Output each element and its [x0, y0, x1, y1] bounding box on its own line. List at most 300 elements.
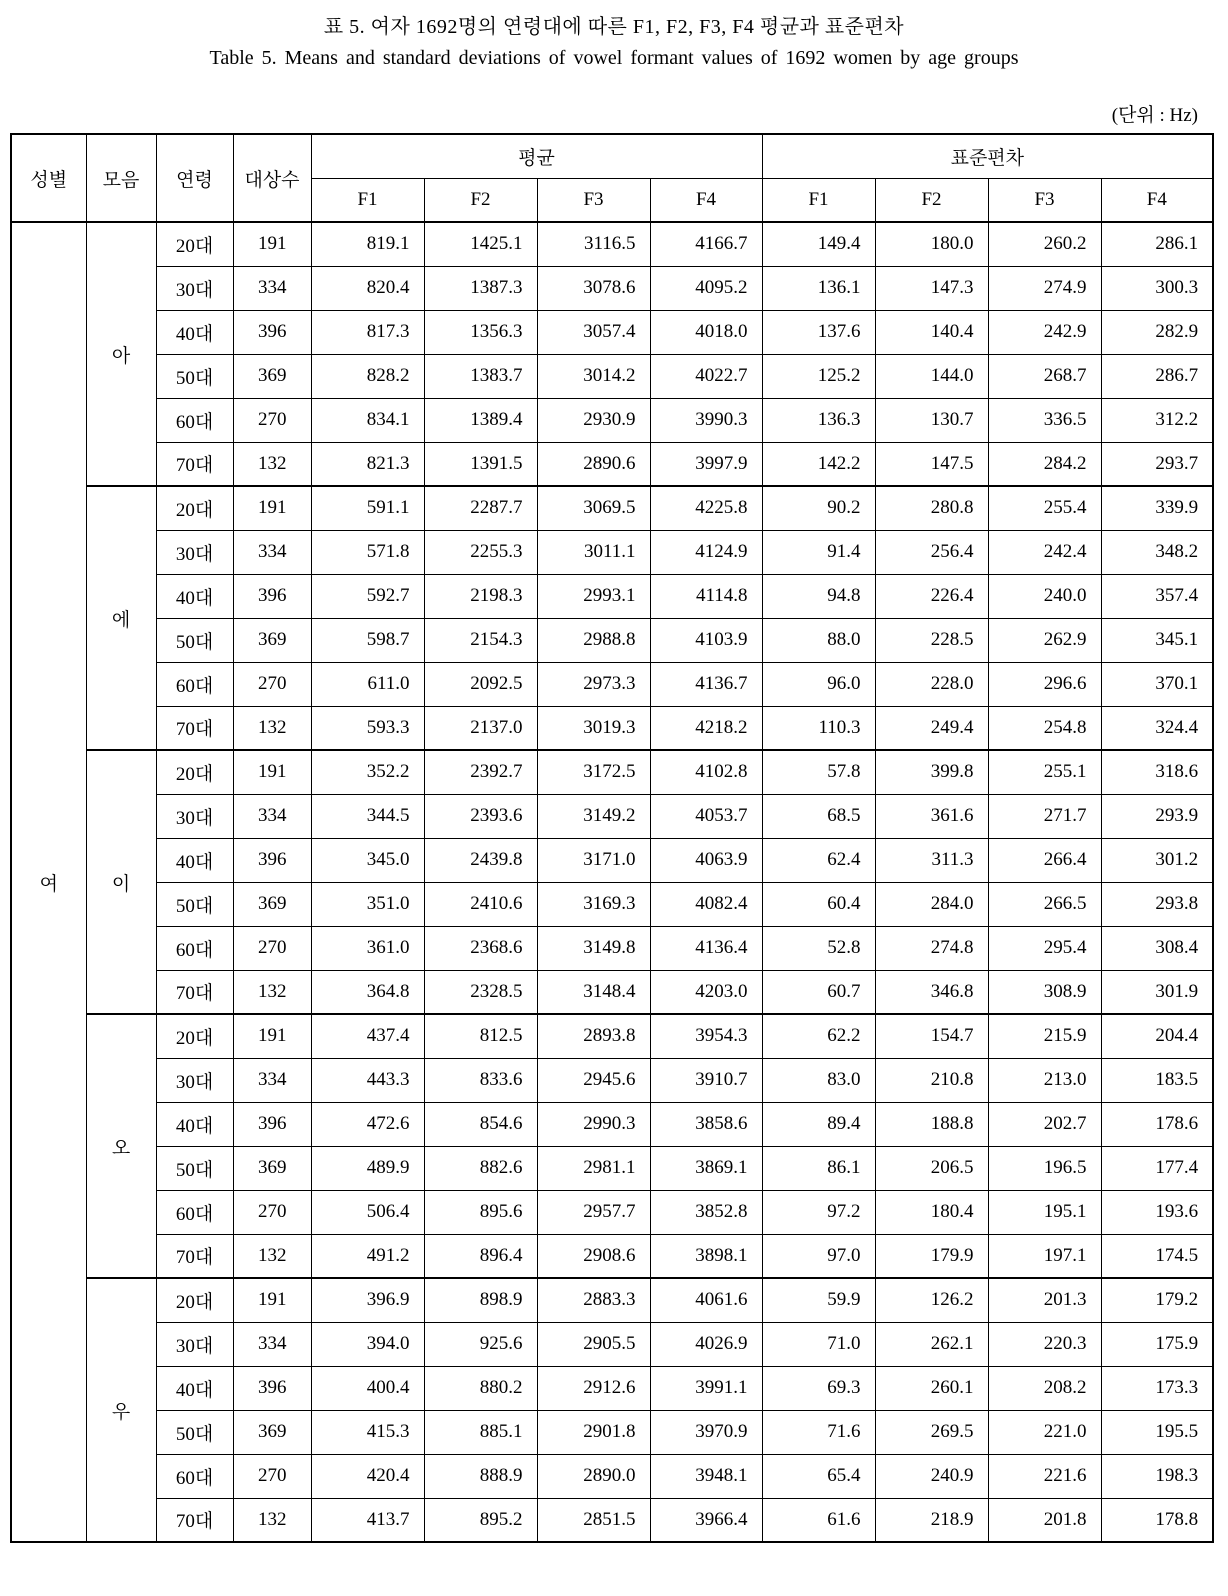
- mean-value-cell: 4225.8: [650, 486, 762, 530]
- sd-f3-header: F3: [988, 178, 1101, 222]
- sd-value-cell: 149.4: [762, 222, 875, 266]
- sd-value-cell: 357.4: [1101, 574, 1213, 618]
- count-cell: 334: [233, 530, 311, 574]
- mean-value-cell: 598.7: [311, 618, 424, 662]
- sd-value-cell: 142.2: [762, 442, 875, 486]
- age-cell: 70대: [156, 1234, 233, 1278]
- sd-value-cell: 175.9: [1101, 1322, 1213, 1366]
- mean-value-cell: 3011.1: [537, 530, 650, 574]
- sd-value-cell: 173.3: [1101, 1366, 1213, 1410]
- sd-value-cell: 188.8: [875, 1102, 988, 1146]
- mean-value-cell: 4136.4: [650, 926, 762, 970]
- caption-english: Table 5. Means and standard deviations of vowel formant values of 1692 women by age groups: [209, 47, 1019, 69]
- sd-value-cell: 178.6: [1101, 1102, 1213, 1146]
- age-cell: 40대: [156, 574, 233, 618]
- sd-value-cell: 88.0: [762, 618, 875, 662]
- sd-value-cell: 336.5: [988, 398, 1101, 442]
- mean-value-cell: 437.4: [311, 1014, 424, 1058]
- age-cell: 40대: [156, 1102, 233, 1146]
- unit-note: (단위 : Hz): [1111, 105, 1198, 126]
- mean-value-cell: 3057.4: [537, 310, 650, 354]
- sd-value-cell: 221.0: [988, 1410, 1101, 1454]
- count-cell: 132: [233, 1234, 311, 1278]
- count-cell: 334: [233, 1058, 311, 1102]
- table-row: [11, 530, 1213, 574]
- table-row: [11, 1058, 1213, 1102]
- age-cell: 20대: [156, 486, 233, 530]
- sd-value-cell: 178.8: [1101, 1498, 1213, 1542]
- count-cell: 334: [233, 794, 311, 838]
- mean-value-cell: 925.6: [424, 1322, 537, 1366]
- sd-value-cell: 271.7: [988, 794, 1101, 838]
- mean-value-cell: 3169.3: [537, 882, 650, 926]
- sd-value-cell: 110.3: [762, 706, 875, 750]
- mean-value-cell: 895.6: [424, 1190, 537, 1234]
- age-cell: 40대: [156, 838, 233, 882]
- sd-value-cell: 240.0: [988, 574, 1101, 618]
- mean-f4-header: F4: [650, 178, 762, 222]
- sd-value-cell: 308.9: [988, 970, 1101, 1014]
- sd-value-cell: 62.2: [762, 1014, 875, 1058]
- age-cell: 60대: [156, 662, 233, 706]
- sd-value-cell: 52.8: [762, 926, 875, 970]
- mean-value-cell: 885.1: [424, 1410, 537, 1454]
- mean-value-cell: 3966.4: [650, 1498, 762, 1542]
- mean-value-cell: 2988.8: [537, 618, 650, 662]
- sd-value-cell: 195.1: [988, 1190, 1101, 1234]
- sd-value-cell: 262.1: [875, 1322, 988, 1366]
- age-header: 연령: [156, 134, 233, 222]
- age-cell: 30대: [156, 530, 233, 574]
- mean-value-cell: 898.9: [424, 1278, 537, 1322]
- gender-cell: 여: [11, 222, 86, 1542]
- age-cell: 70대: [156, 706, 233, 750]
- count-cell: 191: [233, 1014, 311, 1058]
- sd-value-cell: 96.0: [762, 662, 875, 706]
- sd-value-cell: 179.2: [1101, 1278, 1213, 1322]
- mean-value-cell: 345.0: [311, 838, 424, 882]
- mean-value-cell: 896.4: [424, 1234, 537, 1278]
- count-cell: 396: [233, 1366, 311, 1410]
- mean-value-cell: 472.6: [311, 1102, 424, 1146]
- mean-value-cell: 351.0: [311, 882, 424, 926]
- age-cell: 50대: [156, 354, 233, 398]
- age-cell: 20대: [156, 222, 233, 266]
- mean-value-cell: 361.0: [311, 926, 424, 970]
- sd-value-cell: 213.0: [988, 1058, 1101, 1102]
- age-cell: 30대: [156, 794, 233, 838]
- sd-value-cell: 202.7: [988, 1102, 1101, 1146]
- sd-value-cell: 301.2: [1101, 838, 1213, 882]
- age-cell: 60대: [156, 1190, 233, 1234]
- sd-value-cell: 282.9: [1101, 310, 1213, 354]
- table-row: [11, 706, 1213, 750]
- mean-value-cell: 3148.4: [537, 970, 650, 1014]
- sd-value-cell: 206.5: [875, 1146, 988, 1190]
- mean-value-cell: 3990.3: [650, 398, 762, 442]
- mean-value-cell: 2957.7: [537, 1190, 650, 1234]
- sd-f1-header: F1: [762, 178, 875, 222]
- table-row: [11, 486, 1213, 530]
- mean-value-cell: 821.3: [311, 442, 424, 486]
- sd-value-cell: 293.8: [1101, 882, 1213, 926]
- table-row: [11, 1146, 1213, 1190]
- mean-value-cell: 2993.1: [537, 574, 650, 618]
- sd-value-cell: 295.4: [988, 926, 1101, 970]
- sd-value-cell: 221.6: [988, 1454, 1101, 1498]
- age-cell: 70대: [156, 970, 233, 1014]
- sd-value-cell: 286.1: [1101, 222, 1213, 266]
- mean-value-cell: 3898.1: [650, 1234, 762, 1278]
- mean-value-cell: 834.1: [311, 398, 424, 442]
- sd-value-cell: 286.7: [1101, 354, 1213, 398]
- vowel-cell: 오: [86, 1014, 156, 1278]
- mean-value-cell: 3948.1: [650, 1454, 762, 1498]
- sd-value-cell: 195.5: [1101, 1410, 1213, 1454]
- mean-value-cell: 4114.8: [650, 574, 762, 618]
- mean-value-cell: 820.4: [311, 266, 424, 310]
- mean-value-cell: 2981.1: [537, 1146, 650, 1190]
- mean-value-cell: 2328.5: [424, 970, 537, 1014]
- sd-value-cell: 71.0: [762, 1322, 875, 1366]
- sd-value-cell: 311.3: [875, 838, 988, 882]
- sd-value-cell: 154.7: [875, 1014, 988, 1058]
- count-cell: 334: [233, 1322, 311, 1366]
- count-cell: 191: [233, 1278, 311, 1322]
- sd-value-cell: 60.7: [762, 970, 875, 1014]
- table-row: [11, 970, 1213, 1014]
- mean-value-cell: 2912.6: [537, 1366, 650, 1410]
- mean-value-cell: 2137.0: [424, 706, 537, 750]
- sd-value-cell: 174.5: [1101, 1234, 1213, 1278]
- mean-value-cell: 4082.4: [650, 882, 762, 926]
- table-row: [11, 1322, 1213, 1366]
- mean-value-cell: 571.8: [311, 530, 424, 574]
- table-row: [11, 926, 1213, 970]
- mean-value-cell: 1387.3: [424, 266, 537, 310]
- mean-value-cell: 611.0: [311, 662, 424, 706]
- age-cell: 40대: [156, 1366, 233, 1410]
- caption-korean: 표 5. 여자 1692명의 연령대에 따른 F1, F2, F3, F4 평균과 표준편차: [323, 16, 905, 38]
- sd-value-cell: 196.5: [988, 1146, 1101, 1190]
- mean-value-cell: 593.3: [311, 706, 424, 750]
- sd-value-cell: 348.2: [1101, 530, 1213, 574]
- sd-value-cell: 177.4: [1101, 1146, 1213, 1190]
- mean-value-cell: 2893.8: [537, 1014, 650, 1058]
- sd-value-cell: 86.1: [762, 1146, 875, 1190]
- sd-value-cell: 65.4: [762, 1454, 875, 1498]
- mean-value-cell: 2092.5: [424, 662, 537, 706]
- sd-f4-header: F4: [1101, 178, 1213, 222]
- count-cell: 132: [233, 1498, 311, 1542]
- mean-value-cell: 2973.3: [537, 662, 650, 706]
- mean-value-cell: 4102.8: [650, 750, 762, 794]
- mean-value-cell: 2905.5: [537, 1322, 650, 1366]
- sd-value-cell: 262.9: [988, 618, 1101, 662]
- mean-value-cell: 2439.8: [424, 838, 537, 882]
- mean-value-cell: 420.4: [311, 1454, 424, 1498]
- mean-value-cell: 833.6: [424, 1058, 537, 1102]
- table-row: [11, 1102, 1213, 1146]
- mean-value-cell: 394.0: [311, 1322, 424, 1366]
- sd-value-cell: 137.6: [762, 310, 875, 354]
- mean-value-cell: 3954.3: [650, 1014, 762, 1058]
- mean-f3-header: F3: [537, 178, 650, 222]
- mean-value-cell: 2990.3: [537, 1102, 650, 1146]
- sd-value-cell: 300.3: [1101, 266, 1213, 310]
- sd-value-cell: 324.4: [1101, 706, 1213, 750]
- mean-value-cell: 2393.6: [424, 794, 537, 838]
- table-row: [11, 1410, 1213, 1454]
- mean-value-cell: 3858.6: [650, 1102, 762, 1146]
- mean-value-cell: 817.3: [311, 310, 424, 354]
- table-row: [11, 618, 1213, 662]
- table-header: [11, 134, 1213, 222]
- age-cell: 30대: [156, 266, 233, 310]
- sd-value-cell: 254.8: [988, 706, 1101, 750]
- mean-value-cell: 4026.9: [650, 1322, 762, 1366]
- sd-value-cell: 201.3: [988, 1278, 1101, 1322]
- mean-value-cell: 2287.7: [424, 486, 537, 530]
- sd-group-header: 표준편차: [762, 134, 1213, 178]
- age-cell: 70대: [156, 442, 233, 486]
- mean-value-cell: 4063.9: [650, 838, 762, 882]
- table-row: [11, 1014, 1213, 1058]
- sd-value-cell: 183.5: [1101, 1058, 1213, 1102]
- sd-value-cell: 399.8: [875, 750, 988, 794]
- sd-value-cell: 147.3: [875, 266, 988, 310]
- sd-value-cell: 125.2: [762, 354, 875, 398]
- count-cell: 132: [233, 706, 311, 750]
- mean-value-cell: 888.9: [424, 1454, 537, 1498]
- count-cell: 270: [233, 662, 311, 706]
- sd-f2-header: F2: [875, 178, 988, 222]
- mean-value-cell: 489.9: [311, 1146, 424, 1190]
- sd-value-cell: 274.8: [875, 926, 988, 970]
- sd-value-cell: 69.3: [762, 1366, 875, 1410]
- count-header: 대상수: [233, 134, 311, 222]
- sd-value-cell: 90.2: [762, 486, 875, 530]
- mean-value-cell: 812.5: [424, 1014, 537, 1058]
- vowel-cell: 아: [86, 222, 156, 486]
- mean-value-cell: 2930.9: [537, 398, 650, 442]
- sd-value-cell: 242.4: [988, 530, 1101, 574]
- mean-value-cell: 2368.6: [424, 926, 537, 970]
- sd-value-cell: 312.2: [1101, 398, 1213, 442]
- mean-value-cell: 1425.1: [424, 222, 537, 266]
- mean-value-cell: 2154.3: [424, 618, 537, 662]
- mean-value-cell: 364.8: [311, 970, 424, 1014]
- count-cell: 396: [233, 310, 311, 354]
- count-cell: 369: [233, 1146, 311, 1190]
- mean-value-cell: 2883.3: [537, 1278, 650, 1322]
- count-cell: 132: [233, 442, 311, 486]
- age-cell: 30대: [156, 1322, 233, 1366]
- sd-value-cell: 62.4: [762, 838, 875, 882]
- count-cell: 369: [233, 354, 311, 398]
- sd-value-cell: 68.5: [762, 794, 875, 838]
- sd-value-cell: 266.5: [988, 882, 1101, 926]
- header-row-1: [11, 134, 1213, 178]
- vowel-cell: 에: [86, 486, 156, 750]
- age-cell: 70대: [156, 1498, 233, 1542]
- sd-value-cell: 57.8: [762, 750, 875, 794]
- mean-value-cell: 3171.0: [537, 838, 650, 882]
- mean-value-cell: 3910.7: [650, 1058, 762, 1102]
- sd-value-cell: 280.8: [875, 486, 988, 530]
- table-row: [11, 1190, 1213, 1234]
- sd-value-cell: 255.1: [988, 750, 1101, 794]
- mean-value-cell: 4103.9: [650, 618, 762, 662]
- sd-value-cell: 60.4: [762, 882, 875, 926]
- mean-value-cell: 1389.4: [424, 398, 537, 442]
- sd-value-cell: 94.8: [762, 574, 875, 618]
- sd-value-cell: 260.1: [875, 1366, 988, 1410]
- table-body: [11, 222, 1213, 1542]
- age-cell: 50대: [156, 1410, 233, 1454]
- table-row: [11, 794, 1213, 838]
- mean-value-cell: 591.1: [311, 486, 424, 530]
- mean-value-cell: 882.6: [424, 1146, 537, 1190]
- mean-value-cell: 2890.6: [537, 442, 650, 486]
- mean-value-cell: 819.1: [311, 222, 424, 266]
- table-row: [11, 1454, 1213, 1498]
- table-row: [11, 1366, 1213, 1410]
- table-row: [11, 442, 1213, 486]
- sd-value-cell: 361.6: [875, 794, 988, 838]
- count-cell: 369: [233, 882, 311, 926]
- mean-value-cell: 491.2: [311, 1234, 424, 1278]
- sd-value-cell: 83.0: [762, 1058, 875, 1102]
- mean-value-cell: 3997.9: [650, 442, 762, 486]
- mean-value-cell: 3014.2: [537, 354, 650, 398]
- sd-value-cell: 71.6: [762, 1410, 875, 1454]
- sd-value-cell: 136.3: [762, 398, 875, 442]
- age-cell: 50대: [156, 618, 233, 662]
- sd-value-cell: 260.2: [988, 222, 1101, 266]
- mean-value-cell: 4022.7: [650, 354, 762, 398]
- sd-value-cell: 140.4: [875, 310, 988, 354]
- age-cell: 20대: [156, 750, 233, 794]
- count-cell: 270: [233, 398, 311, 442]
- mean-f1-header: F1: [311, 178, 424, 222]
- count-cell: 191: [233, 486, 311, 530]
- sd-value-cell: 126.2: [875, 1278, 988, 1322]
- sd-value-cell: 208.2: [988, 1366, 1101, 1410]
- count-cell: 369: [233, 618, 311, 662]
- age-cell: 60대: [156, 926, 233, 970]
- mean-value-cell: 4018.0: [650, 310, 762, 354]
- mean-value-cell: 2255.3: [424, 530, 537, 574]
- sd-value-cell: 228.0: [875, 662, 988, 706]
- table-row: [11, 574, 1213, 618]
- mean-value-cell: 3869.1: [650, 1146, 762, 1190]
- sd-value-cell: 193.6: [1101, 1190, 1213, 1234]
- gender-header: 성별: [11, 134, 86, 222]
- sd-value-cell: 210.8: [875, 1058, 988, 1102]
- sd-value-cell: 97.2: [762, 1190, 875, 1234]
- count-cell: 270: [233, 926, 311, 970]
- count-cell: 132: [233, 970, 311, 1014]
- count-cell: 191: [233, 750, 311, 794]
- mean-value-cell: 4061.6: [650, 1278, 762, 1322]
- sd-value-cell: 240.9: [875, 1454, 988, 1498]
- mean-value-cell: 415.3: [311, 1410, 424, 1454]
- sd-value-cell: 59.9: [762, 1278, 875, 1322]
- mean-value-cell: 592.7: [311, 574, 424, 618]
- mean-value-cell: 1391.5: [424, 442, 537, 486]
- sd-value-cell: 204.4: [1101, 1014, 1213, 1058]
- count-cell: 396: [233, 574, 311, 618]
- mean-group-header: 평균: [311, 134, 762, 178]
- age-cell: 60대: [156, 1454, 233, 1498]
- mean-value-cell: 828.2: [311, 354, 424, 398]
- count-cell: 334: [233, 266, 311, 310]
- mean-value-cell: 880.2: [424, 1366, 537, 1410]
- count-cell: 270: [233, 1190, 311, 1234]
- sd-value-cell: 274.9: [988, 266, 1101, 310]
- mean-value-cell: 506.4: [311, 1190, 424, 1234]
- age-cell: 20대: [156, 1278, 233, 1322]
- vowel-header: 모음: [86, 134, 156, 222]
- sd-value-cell: 256.4: [875, 530, 988, 574]
- mean-value-cell: 3149.2: [537, 794, 650, 838]
- table-row: [11, 882, 1213, 926]
- table-row: [11, 354, 1213, 398]
- age-cell: 40대: [156, 310, 233, 354]
- sd-value-cell: 61.6: [762, 1498, 875, 1542]
- sd-value-cell: 308.4: [1101, 926, 1213, 970]
- mean-value-cell: 854.6: [424, 1102, 537, 1146]
- age-cell: 50대: [156, 882, 233, 926]
- sd-value-cell: 198.3: [1101, 1454, 1213, 1498]
- sd-value-cell: 215.9: [988, 1014, 1101, 1058]
- sd-value-cell: 91.4: [762, 530, 875, 574]
- mean-value-cell: 3852.8: [650, 1190, 762, 1234]
- sd-value-cell: 370.1: [1101, 662, 1213, 706]
- mean-value-cell: 2410.6: [424, 882, 537, 926]
- sd-value-cell: 284.0: [875, 882, 988, 926]
- sd-value-cell: 301.9: [1101, 970, 1213, 1014]
- sd-value-cell: 318.6: [1101, 750, 1213, 794]
- count-cell: 396: [233, 1102, 311, 1146]
- table-row: [11, 838, 1213, 882]
- mean-value-cell: 3019.3: [537, 706, 650, 750]
- table-row: [11, 266, 1213, 310]
- mean-value-cell: 400.4: [311, 1366, 424, 1410]
- mean-value-cell: 2945.6: [537, 1058, 650, 1102]
- sd-value-cell: 197.1: [988, 1234, 1101, 1278]
- mean-value-cell: 2851.5: [537, 1498, 650, 1542]
- sd-value-cell: 89.4: [762, 1102, 875, 1146]
- table-row: [11, 1278, 1213, 1322]
- formant-table: [10, 133, 1214, 1543]
- mean-value-cell: 4136.7: [650, 662, 762, 706]
- sd-value-cell: 144.0: [875, 354, 988, 398]
- count-cell: 396: [233, 838, 311, 882]
- count-cell: 191: [233, 222, 311, 266]
- mean-value-cell: 3149.8: [537, 926, 650, 970]
- mean-value-cell: 4124.9: [650, 530, 762, 574]
- mean-value-cell: 3970.9: [650, 1410, 762, 1454]
- sd-value-cell: 201.8: [988, 1498, 1101, 1542]
- mean-value-cell: 2392.7: [424, 750, 537, 794]
- mean-value-cell: 4053.7: [650, 794, 762, 838]
- table-row: [11, 1498, 1213, 1542]
- sd-value-cell: 249.4: [875, 706, 988, 750]
- sd-value-cell: 226.4: [875, 574, 988, 618]
- count-cell: 270: [233, 1454, 311, 1498]
